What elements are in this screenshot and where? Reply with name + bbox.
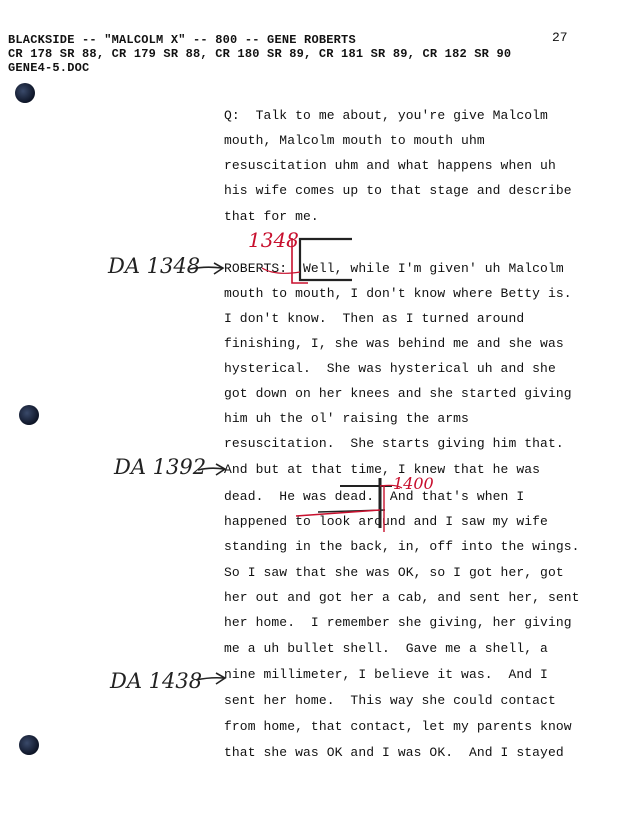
transcript-line: Q: Talk to me about, you're give Malcolm <box>224 108 548 123</box>
transcript-line: resuscitation. She starts giving him that. <box>224 436 564 451</box>
transcript-line: dead. He was dead. And that's when I <box>224 489 525 504</box>
header-line-3: GENE4-5.DOC <box>8 61 90 75</box>
transcript-line: standing in the back, in, off into the wings. <box>224 539 580 554</box>
transcript-line: I don't know. Then as I turned around <box>224 311 525 326</box>
arrow-icon <box>196 673 225 684</box>
transcript-line: And but at that time, I knew that he was <box>224 462 541 477</box>
transcript-line: me a uh bullet shell. Gave me a shell, a <box>224 641 548 656</box>
transcript-line: happened to look around and I saw my wife <box>224 514 548 529</box>
page-number: 27 <box>552 30 568 45</box>
transcript-line: her out and got her a cab, and sent her, sent <box>224 590 580 605</box>
transcript-line: mouth to mouth, I don't know where Betty is. <box>224 286 572 301</box>
black-bracket-mark <box>300 239 352 280</box>
transcript-line: that for me. <box>224 209 319 224</box>
transcript-line: him uh the ol' raising the arms <box>224 411 469 426</box>
red-tick-mark <box>262 268 300 273</box>
transcript-line: nine millimeter, I believe it was. And I <box>224 667 548 682</box>
arrow-icon <box>190 263 223 274</box>
header-line-2: CR 178 SR 88, CR 179 SR 88, CR 180 SR 89, CR 181 SR 89, CR 182 SR 90 <box>8 47 512 61</box>
transcript-line: his wife comes up to that stage and describe <box>224 183 572 198</box>
handwritten-da-1438: DA 1438 <box>110 669 203 693</box>
handwritten-da-1392: DA 1392 <box>114 455 207 479</box>
header-line-1: BLACKSIDE -- "MALCOLM X" -- 800 -- GENE ROBERTS <box>8 33 356 47</box>
transcript-line: hysterical. She was hysterical uh and she <box>224 361 556 376</box>
transcript-line: sent her home. This way she could contact <box>224 693 556 708</box>
arrow-icon <box>198 464 225 475</box>
transcript-line: mouth, Malcolm mouth to mouth uhm <box>224 133 485 148</box>
transcript-line: resuscitation uhm and what happens when uh <box>224 158 556 173</box>
transcript-line: So I saw that she was OK, so I got her, got <box>224 565 564 580</box>
handwritten-da-1348: DA 1348 <box>108 254 201 278</box>
transcript-line: that she was OK and I was OK. And I stayed <box>224 745 564 760</box>
transcript-line: got down on her knees and she started giving <box>224 386 572 401</box>
transcript-line: her home. I remember she giving, her giving <box>224 615 572 630</box>
transcript-line: from home, that contact, let my parents know <box>224 719 572 734</box>
red-annotation-1400: 1400 <box>393 474 434 493</box>
transcript-line: finishing, I, she was behind me and she was <box>224 336 564 351</box>
red-annotation-1348: 1348 <box>248 228 299 252</box>
transcript-line: ROBERTS: Well, while I'm given' uh Malcolm <box>224 261 564 276</box>
